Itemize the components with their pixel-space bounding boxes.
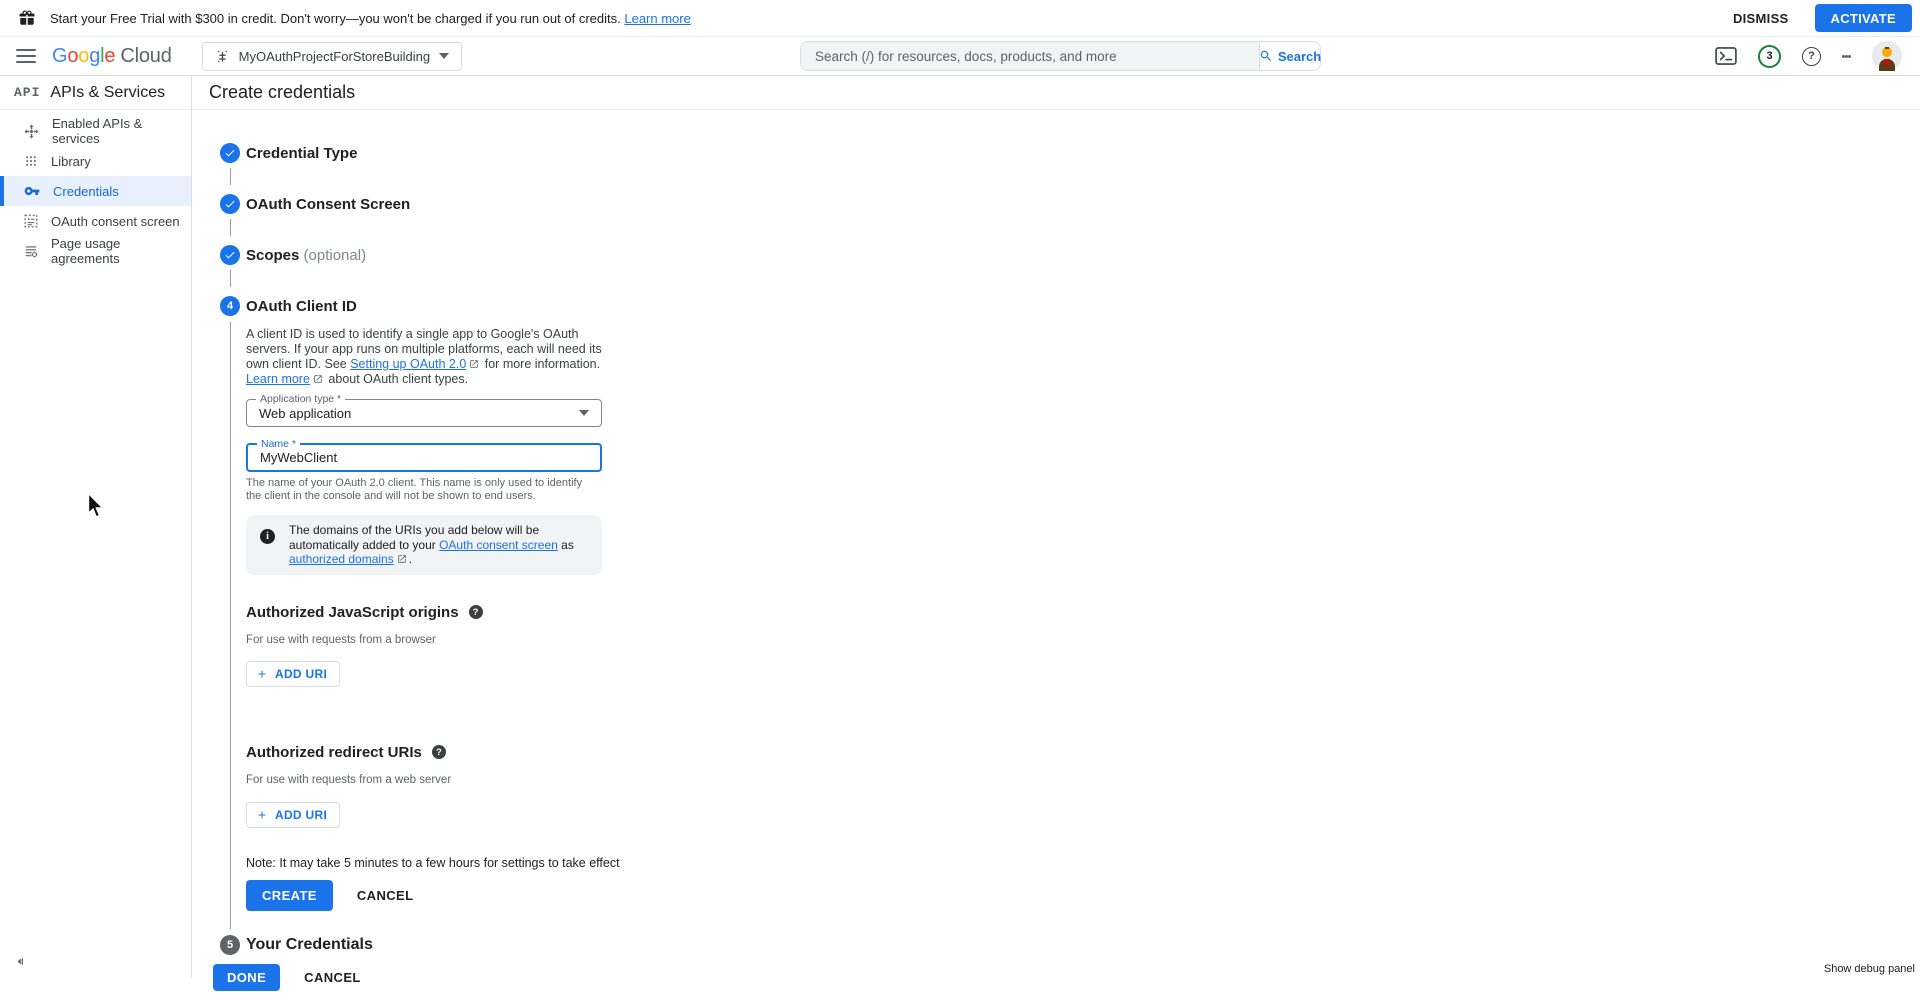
redirect-uris-heading: Authorized redirect URIs ? <box>246 744 1920 761</box>
settings-note: Note: It may take 5 minutes to a few hours for settings to take effect <box>246 855 620 870</box>
client-id-description: A client ID is used to identify a single app to Google's OAuth servers. If your app runs on multiple platforms, each will need its own client ID. See Setting up OAuth 2.0 for more information. Learn more about OAuth client types. <box>246 327 602 386</box>
learn-more-link[interactable]: Learn more <box>246 372 310 386</box>
sidebar-item-oauth-consent[interactable] <box>0 206 191 236</box>
step-number-badge: 5 <box>220 935 240 955</box>
logo-letter: l <box>100 44 105 67</box>
logo-cloud-text: Cloud <box>120 44 172 67</box>
sidebar-item-library[interactable] <box>0 146 191 176</box>
step-header[interactable] <box>220 296 1920 316</box>
help-icon[interactable]: ? <box>1802 47 1821 66</box>
search-button-label: Search <box>1277 48 1322 64</box>
step-scopes <box>220 245 1920 287</box>
add-uri-button-js-origins[interactable]: ADD URI <box>246 661 340 687</box>
global-search <box>800 41 1321 71</box>
add-uri-button-redirect[interactable]: ADD URI <box>246 802 340 828</box>
library-grid-icon <box>24 154 38 168</box>
footer-cancel-button[interactable]: CANCEL <box>304 970 361 985</box>
logo-letter: e <box>104 44 116 67</box>
step-credential-type <box>220 143 1920 185</box>
dashboard-icon <box>24 124 39 139</box>
client-name-field[interactable] <box>246 438 602 472</box>
external-link-icon <box>469 359 479 369</box>
step-connector <box>230 168 231 185</box>
chevron-down-icon <box>579 410 589 416</box>
step-connector <box>230 219 231 236</box>
step-connector <box>230 322 231 929</box>
notifications-badge[interactable]: 3 <box>1758 45 1781 68</box>
client-name-helper: The name of your OAuth 2.0 client. This name is only used to identify the client in the console and will not be shown to end users. <box>246 477 583 502</box>
step-oauth-consent-screen <box>220 194 1920 236</box>
logo-letter: o <box>67 44 79 67</box>
plus-icon <box>256 668 268 680</box>
logo-letter: g <box>89 44 101 67</box>
step-check-icon <box>220 194 240 214</box>
step-header[interactable] <box>220 245 1920 265</box>
banner-message: Start your Free Trial with $300 in credit. Don't worry—you won't be charged if you run out of credits. <box>50 10 621 26</box>
step-oauth-client-id <box>220 296 1920 923</box>
step-label-optional: (optional) <box>303 246 367 264</box>
js-origins-subtitle: For use with requests from a browser <box>246 633 436 646</box>
project-selector[interactable] <box>202 42 462 71</box>
project-name: MyOAuthProjectForStoreBuilding <box>238 48 431 64</box>
step-label: OAuth Consent Screen <box>246 195 411 213</box>
step-header[interactable] <box>220 143 1920 163</box>
step-your-credentials <box>220 935 1920 955</box>
step-number-badge: 4 <box>220 296 240 316</box>
application-type-value: Web application <box>259 405 352 421</box>
gift-icon <box>18 9 36 27</box>
js-origins-heading: Authorized JavaScript origins ? <box>246 604 1920 621</box>
external-link-icon <box>397 554 407 564</box>
oauth-consent-screen-link[interactable]: OAuth consent screen <box>439 537 558 552</box>
key-icon <box>24 183 40 199</box>
step-check-icon <box>220 143 240 163</box>
client-name-input[interactable] <box>260 450 588 465</box>
menu-icon[interactable] <box>16 45 36 67</box>
chevron-down-icon <box>439 53 449 59</box>
cloud-shell-icon[interactable] <box>1715 47 1737 65</box>
main-content <box>192 76 1920 985</box>
api-product-icon: API <box>14 85 41 100</box>
step-connector <box>230 270 231 287</box>
consent-screen-icon <box>24 214 38 228</box>
more-options-icon[interactable] <box>1842 53 1851 60</box>
help-icon[interactable]: ? <box>469 605 483 619</box>
authorized-domains-link[interactable]: authorized domains <box>289 552 394 566</box>
plus-icon <box>256 809 268 821</box>
sidebar-item-label: Credentials <box>53 183 119 199</box>
external-link-icon <box>313 374 323 384</box>
application-type-label: Application type * <box>256 394 345 405</box>
sidebar-item-enabled-apis[interactable] <box>0 116 191 146</box>
help-icon[interactable]: ? <box>432 745 446 759</box>
step-check-icon <box>220 245 240 265</box>
search-button[interactable] <box>1259 41 1321 71</box>
agreements-icon <box>24 244 38 258</box>
sidebar <box>0 76 192 977</box>
sidebar-item-label: OAuth consent screen <box>51 213 180 229</box>
cancel-button[interactable]: CANCEL <box>356 887 414 903</box>
domains-info-box <box>246 515 602 575</box>
dismiss-button[interactable]: DISMISS <box>1732 10 1789 26</box>
search-input[interactable] <box>800 41 1259 71</box>
sidebar-item-page-usage[interactable] <box>0 236 191 266</box>
project-icon <box>215 49 230 64</box>
application-type-select[interactable] <box>246 393 602 427</box>
logo-letter: o <box>78 44 90 67</box>
info-icon: i <box>260 529 275 544</box>
page-title: Create credentials <box>209 82 356 102</box>
activate-button[interactable]: ACTIVATE <box>1815 4 1912 32</box>
step-header[interactable] <box>220 935 1920 955</box>
create-button[interactable]: CREATE <box>246 880 333 911</box>
sidebar-item-label: Library <box>51 153 91 169</box>
domains-info-text: The domains of the URIs you add below will be automatically added to your OAuth consent screen as authorized domains . <box>289 523 574 566</box>
done-button[interactable]: DONE <box>213 964 280 991</box>
show-debug-panel-link[interactable]: Show debug panel <box>1823 963 1915 975</box>
sidebar-item-label: Page usage agreements <box>51 236 121 266</box>
search-icon <box>1259 49 1273 63</box>
step-label: Scopes (optional) <box>246 246 367 264</box>
google-cloud-logo[interactable] <box>52 45 172 68</box>
step-label: Your Credentials <box>246 935 373 953</box>
collapse-panel-icon[interactable] <box>12 954 27 969</box>
banner-learn-more-link[interactable]: Learn more <box>624 10 691 26</box>
sidebar-title: APIs & Services <box>50 83 166 101</box>
top-nav-bar <box>0 37 1920 76</box>
wizard-footer <box>192 955 1920 1001</box>
step-label: OAuth Client ID <box>246 297 357 315</box>
sidebar-item-label: Enabled APIs & services <box>52 116 143 146</box>
client-name-label: Name * <box>257 439 300 450</box>
logo-letter: G <box>52 44 68 67</box>
step-label: Credential Type <box>246 144 358 162</box>
redirect-uris-subtitle: For use with requests from a web server <box>246 773 452 786</box>
setting-up-oauth-link[interactable]: Setting up OAuth 2.0 <box>350 357 467 371</box>
step-header[interactable] <box>220 194 1920 214</box>
avatar[interactable] <box>1872 41 1902 71</box>
sidebar-item-credentials[interactable] <box>0 176 191 206</box>
free-trial-banner <box>0 0 1920 37</box>
